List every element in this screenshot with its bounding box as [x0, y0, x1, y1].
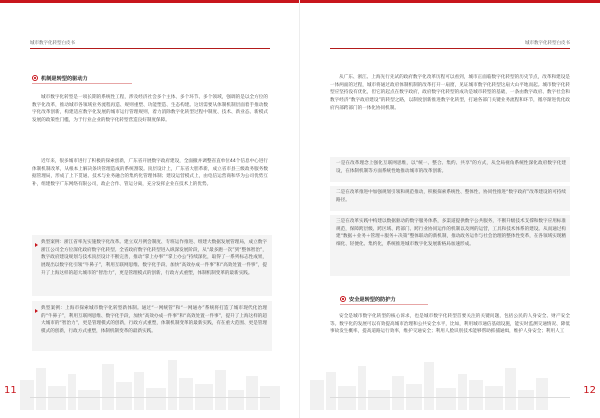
header-rule: [330, 48, 570, 49]
case-marker-icon: [35, 309, 38, 313]
point-text-3: 三是在改革实践中构建以数据驱动的数字服务体系，多渠道提供数字公共服务，不断升级技术支撑和数字应用标准规范，保障跨层级、跨区域、跨部门、跨行业协同运作的机制以及网的运营，工具和技术体系的建设。从而通过构建“数据＋业务＋管理＋服务＋决策”整体联动的新机制，推动政务运作与社会治理的整体性变革，在各领域实现精细化、轻便化、集约化，系统推进城市数字化发展新格局加速形成。: [336, 219, 566, 248]
point-box-2: [330, 186, 570, 211]
case-marker-icon: [35, 243, 38, 247]
page-number: 12: [583, 385, 596, 396]
case-box-zhejiang: [32, 235, 272, 296]
header-accent-bar: [300, 0, 600, 3]
page-number: 11: [4, 385, 17, 396]
section-underline: [32, 83, 132, 84]
running-header: 城市数字化转型白皮书: [30, 41, 75, 46]
city-skyline-illustration: [300, 350, 600, 410]
paragraph-1: 城市数字化转型是一项长期的系统性工程，涉及经济社会多个主体、多个环节、多个领域，强调的是以全方位的数字化改革，推动城市各领域业务流程再造、规则重塑、功能塑造、生态构建。这切需要从体制机制层面着手推动数字化改革创新，构建适应数字化发展的城市运行管理规则，着力消除数字化转型过程中制度、技术、新业态、新模式发展的政策性门槛，为于行业企业的数字化转型营造良好制度保障。: [32, 95, 268, 124]
header-rule: [30, 48, 270, 49]
section-heading-security: [340, 294, 428, 304]
point-text-2: 二是在改革推进中加强规划引领和规范推动，积极探索系统性、整体性、协同性推进“数字政府”改革建设的可持续路径。: [336, 190, 566, 203]
section-title: 安全是转型的防护力: [349, 296, 396, 303]
section-bullet-icon: [340, 296, 346, 302]
city-skyline-illustration: [0, 350, 300, 410]
section-heading-mechanism: [32, 73, 132, 83]
section-underline: [340, 304, 428, 305]
case-text-shanghai: 典型案例：上海市探索城市数字化转型新体制。通过“一网统管”和“一网通办”系统将打造了城市现代化治理的“牛鼻子”，利用互联网思维、数字化手段，加快“高效办成一件事”和“高效处置一件事”，提升了上海这样的超大城市的“智治力”，更是管理模式的创新，行政方式重塑，体制机制变革的最新实践，有在重大范围、更是管理模式的创新，行政方式重塑，体制机制变革的最新实践。: [41, 306, 267, 335]
footer-rule: [30, 397, 270, 398]
case-box-shanghai: [32, 301, 272, 351]
case-text-zhejiang: 典型案例：浙江省率先实施数字化改革。建立双月例会制度、专班运作推进、组建大数据发展管理局，成立数字浙江公司全方位深化政府数字化转型。全省政府数字化转型进入纵深发展阶段，从“最多跑一次”到“整体智治”，数字政府建设规划与技术顶层设计不断完善，推动“掌上办事”“掌上办公”持续深化，取得了一系列标志性成果，展现出以数字化引领“牛鼻子”，利用互联网思维、数字化手段、加快“高效办成一件事”和“高效处置一件事”，提升了上海这样的超大城市的“智治力”，更是管理模式的创新，行政方式重塑，体制机制变革的最新实践。: [41, 240, 267, 276]
section-bullet-icon: [32, 75, 38, 81]
header-accent-bar: [0, 0, 300, 3]
running-header: 城市数字化转型白皮书: [525, 41, 570, 46]
point-box-3: [330, 215, 570, 276]
section-title: 机制是转型的驱动力: [41, 75, 88, 82]
paragraph-2: 近年来，很多城市进行了积极的探索创新，广东省开展数字政府建设，全面撤并调整省直单位44个信息中心进行体制机制改革，从根本上解决条块管理造成的系统割裂。顶层设计上，广东省大胆革新，成立省市县三级政务服务数据管理局，形成了上下贯通、技术与业务融合的集约化管理体制；建设运营模式上，由电信运营商和华为公司优势互补，组建数字广东网络有限公司，政企合作、管运分离，充分发挥企业在技术上的优势。: [32, 159, 268, 188]
point-text-1: 一是在改革理念上强化互联网思维，以“统一、整合、集约、共享”的方式，从全局视角系统性深化政府数字化建设，在体制机制等方面系统性地推动城市的改革创新。: [336, 161, 566, 174]
point-box-1: [330, 157, 570, 182]
right-page: [300, 0, 600, 418]
footer-rule: [330, 397, 570, 398]
intro-paragraph: 从广东、浙江、上海先行先试的政府数字化改革历程可以看到，城市正面临数字化转型的历史节点，改革和建设是一体两面的过程，城市将通过政府体制机制的改革打开一扇窗，见证城市数字化转型这扇大山平地而起。城市数字化转型应坚持没有优化，但它的起点在数字政府，政府数字化转型的成功是城市转型的基础，一条由数字政府、数字社会和数字经济“数字政府建设”的转型之路，以制度创新推进数字化转型，打通各部门关键业务流程和环节，循序渐进优化政府内部跨部门的一体化协同机制。: [330, 75, 570, 111]
security-paragraph: 安全是城市数字化转型的核心诉求，也是城市数字化转型首要关注的关键问题，包括公民的人身安全、财产安全等。数字化的发展可以有效提高城市治理和公共安全水平，比如，利用城市通信基础设施，能实时监测交通情况、降低事故发生概率，提高道路运行效率，维护交通安全；利用人脸识别技术能够帮助抓捕通缉，维护人身安全；利用人工: [330, 314, 570, 335]
